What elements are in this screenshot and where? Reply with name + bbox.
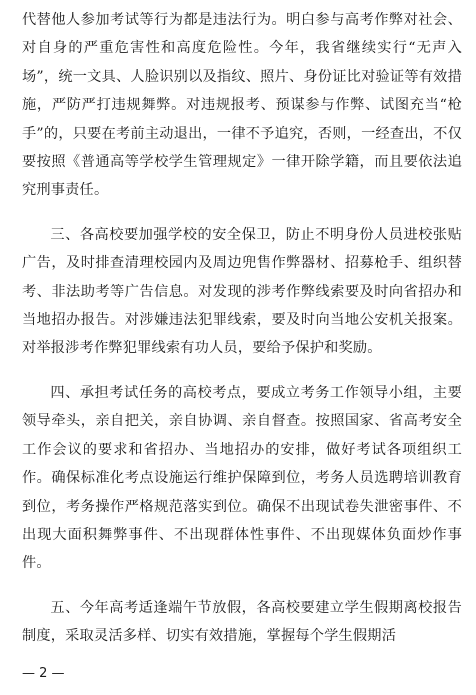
- paragraph-section-four: 四、承担考试任务的高校考点，要成立考务工作领导小组，主要领导牵头，亲自把关，亲自协调、亲自督查。按照国家、省高考安全工作会议的要求和省招办、当地招办的安排，做好考试各项组织工作。确保标准化考点设施运行维护保障到位，考务人员选聘培训教育到位，考务操作严格规范落实到位。确保不出现试卷失泄密事件、不出现大面积舞弊事件、不出现群体性事件、不出现媒体负面炒作事件。: [22, 384, 462, 572]
- page-number: — 2 —: [22, 666, 65, 681]
- paragraph-section-three: 三、各高校要加强学校的安全保卫，防止不明身份人员进校张贴广告，及时排查清理校园内及周边兜售作弊器材、招募枪手、组织替考、非法助考等广告信息。对发现的涉考作弊线索要及时向省招办和当地招办报告。对涉嫌违法犯罪线索，要及时向当地公安机关报案。对举报涉考作弊犯罪线索有功人员，要给予保护和奖励。: [22, 226, 462, 357]
- paragraph-continued-rules: 代替他人参加考试等行为都是违法行为。明白参与高考作弊对社会、对自身的严重危害性和高度危险性。今年，我省继续实行“无声入场”，统一文具、人脸识别以及指纹、照片、身份证比对验证等有效措施，严防严打违规舞弊。对违规报考、预谋参与作弊、试图充当“枪手”的，只要在考前主动退出，一律不予追究，否则，一经查出，不仅要按照《普通高等学校学生管理规定》一律开除学籍，而且要依法追究刑事责任。: [22, 12, 462, 199]
- paragraph-section-five: 五、今年高考适逢端午节放假，各高校要建立学生假期离校报告制度，采取灵活多样、切实有效措施，掌握每个学生假期活: [22, 599, 462, 645]
